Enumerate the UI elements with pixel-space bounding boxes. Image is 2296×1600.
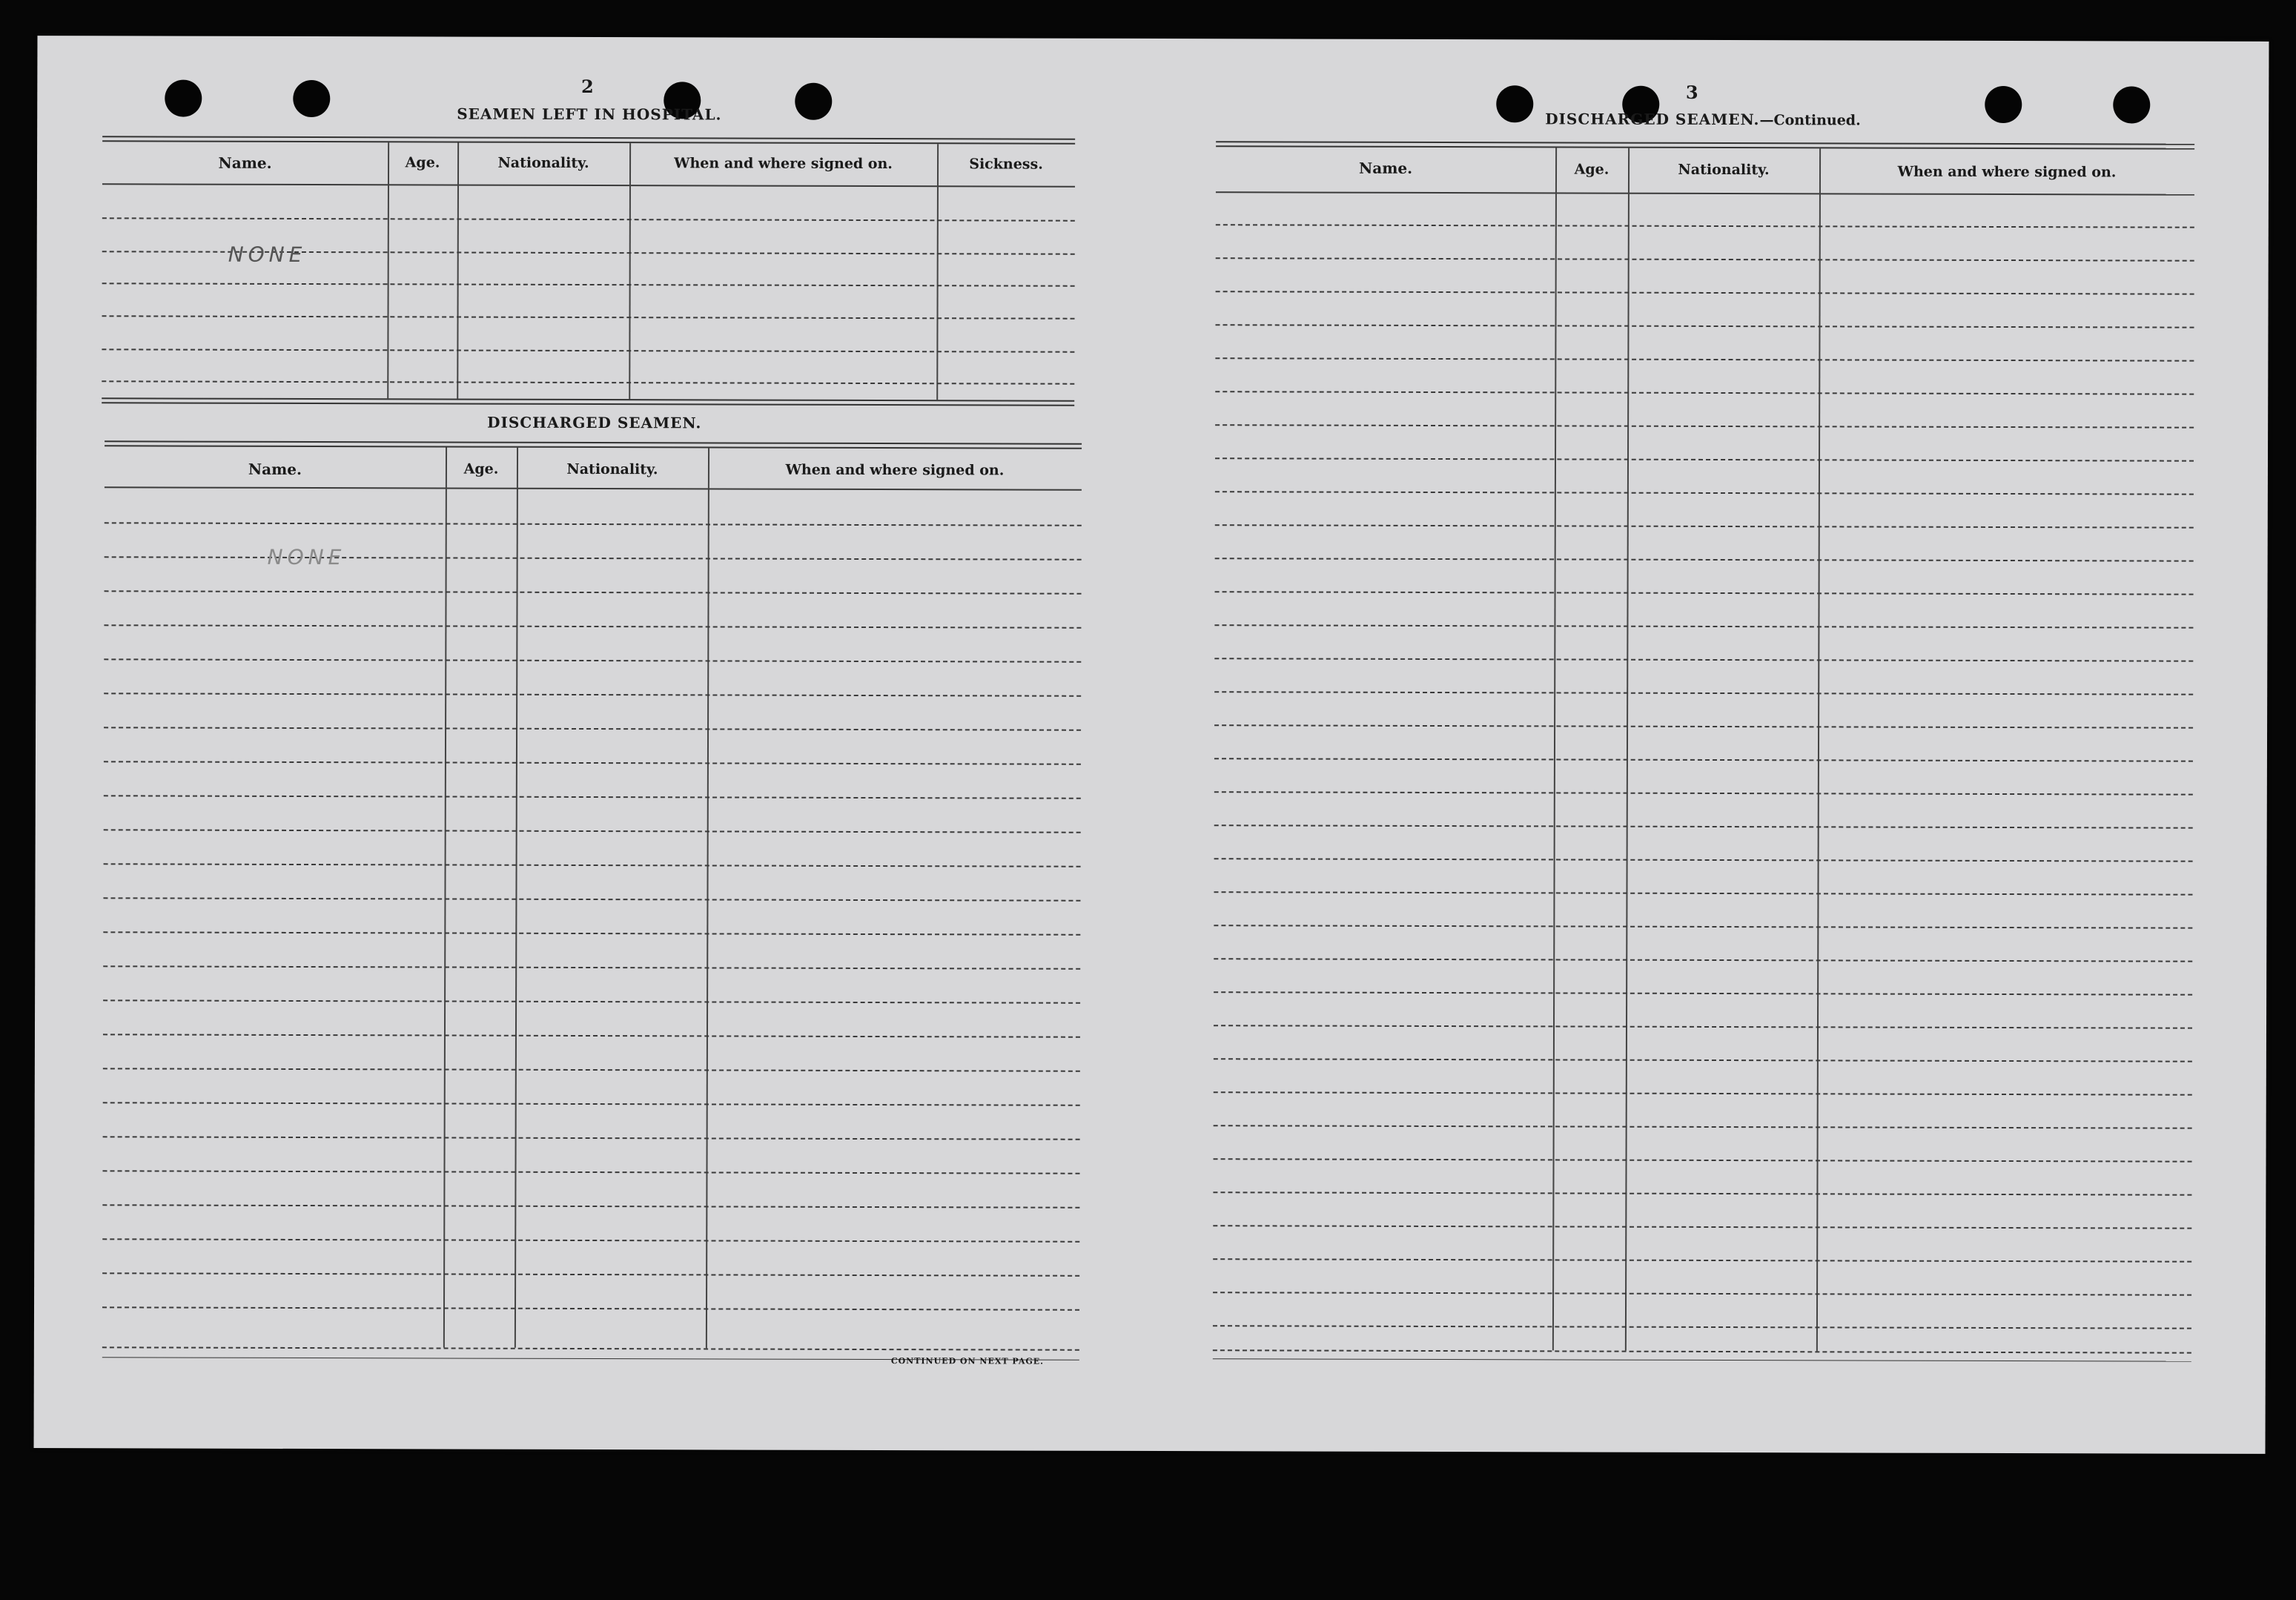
punch-hole: [2113, 86, 2150, 123]
column-header-signed-on: When and where signed on.: [674, 155, 893, 173]
column-header-sickness: Sickness.: [969, 156, 1043, 173]
column-header-nationality: Nationality.: [497, 154, 589, 172]
column-header-name: Name.: [248, 460, 302, 478]
punch-hole: [795, 83, 832, 120]
punch-hole: [165, 80, 202, 117]
column-header-name: Name.: [1358, 159, 1413, 177]
discharged-table-right: [1213, 141, 2194, 1404]
discharged-section-title: DISCHARGED SEAMEN.: [487, 413, 702, 432]
discharged-continued-title-suffix: —Continued.: [1759, 112, 1861, 129]
discharged-continued-title: [1545, 110, 1861, 128]
column-header-signed-on: When and where signed on.: [785, 461, 1005, 479]
column-header-age: Age.: [463, 460, 499, 477]
column-header-name: Name.: [218, 153, 272, 172]
discharged-continued-title-main: DISCHARGED SEAMEN.: [1545, 110, 1760, 129]
handwritten-none-discharged: NONE: [267, 544, 346, 570]
punch-hole: [293, 80, 330, 117]
punch-hole: [1496, 85, 1533, 122]
column-header-signed-on: When and where signed on.: [1897, 163, 2117, 181]
continued-note: CONTINUED ON NEXT PAGE.: [890, 1356, 1045, 1366]
page-number-right: 3: [1685, 81, 1698, 103]
column-header-nationality: Nationality.: [1678, 161, 1770, 179]
column-header-age: Age.: [1574, 161, 1609, 178]
column-header-age: Age.: [405, 154, 440, 171]
handwritten-none-hospital: NONE: [228, 242, 307, 268]
discharged-table-left: [102, 440, 1082, 1392]
hospital-table: [102, 136, 1075, 442]
hospital-section-title: SEAMEN LEFT IN HOSPITAL.: [457, 105, 722, 124]
page-number-left: 2: [580, 75, 594, 98]
ledger-sheet: [34, 36, 2269, 1454]
punch-hole: [1985, 86, 2022, 123]
column-header-nationality: Nationality.: [566, 460, 658, 478]
